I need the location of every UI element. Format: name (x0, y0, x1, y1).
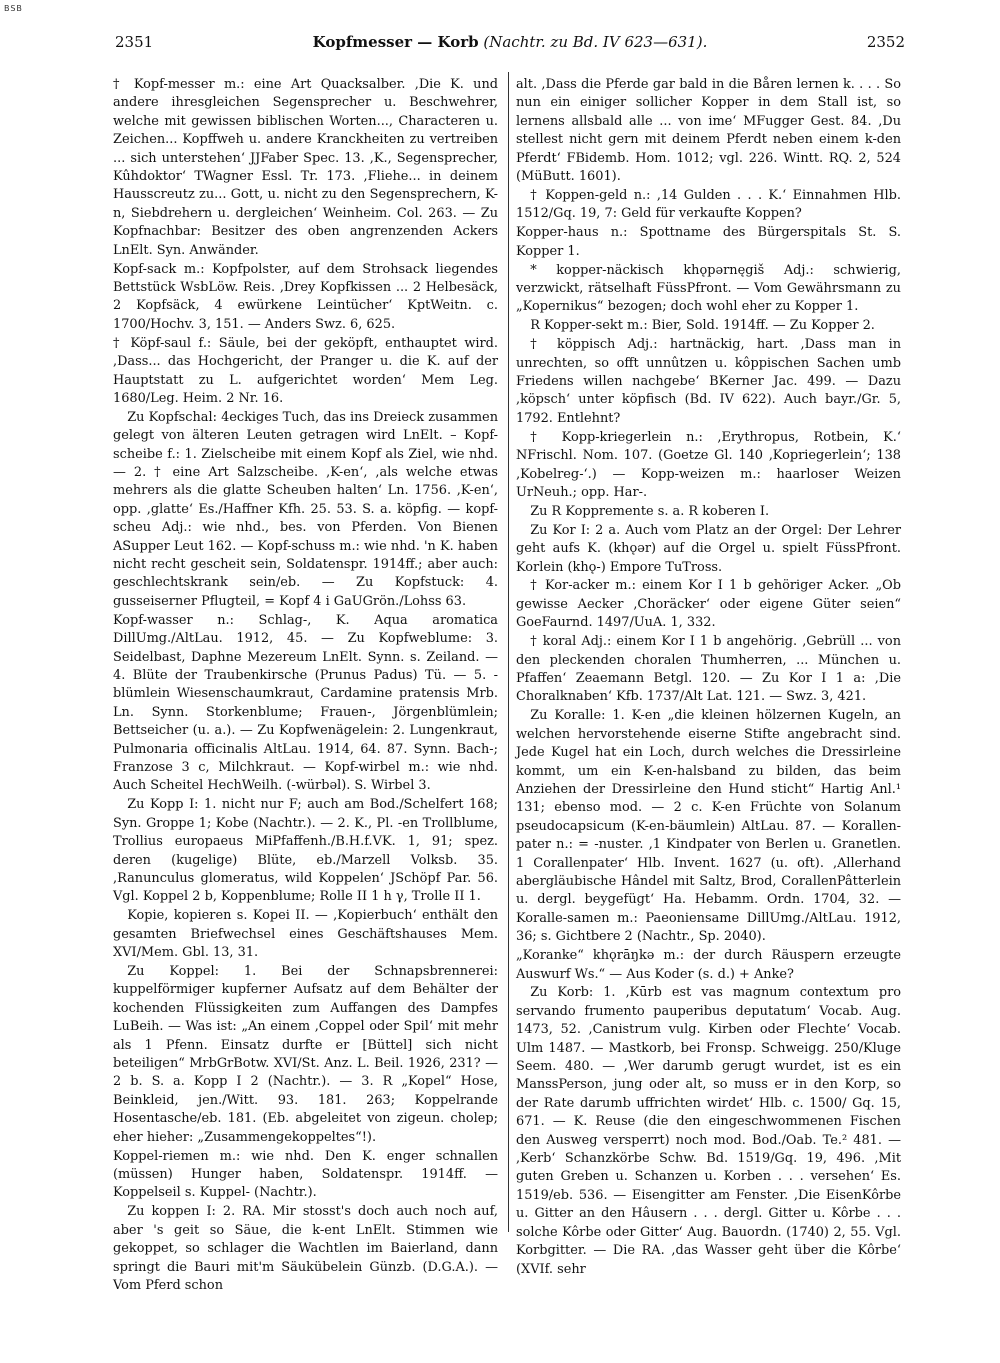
page-number-right: 2352 (866, 33, 905, 51)
right-column (516, 76, 901, 1279)
entry-kopfschal: Zu Kopfschal: 4eckiges Tuch, das ins Dreieck zusammen gelegt von älteren Leuten getragen wird LnElt. – Kopf-scheibe f.: 1. Zielscheibe mit einem Kopf als Ziel, wie nhd. — 2. † eine Art Salzscheibe. ,K-en‘, ,als welche etwas mehrers als die glatte Scheuben halten‘ Ln. 1756. ,K-en‘, opp. ,glatte‘ Es./Haffner Kfh. 25. 53. S. a. köpfig. — kopf-scheu Adj.: wie nhd., bes. von Pferden. Von Bienen ASupper Leut 162. — Kopf-schuss m.: wie nhd. 'n K. haben nicht recht gescheit sein, Soldatenspr. 1914ff.; aber auch: geschlechtskrank sein/eb. — Zu Kopfstuck: 4. gusseiserner Pflugteil, = Kopf 4 i GaUGrön./Lohss 63. (113, 409, 498, 609)
left-column (113, 76, 498, 1296)
page-number-left: 2351 (115, 33, 154, 51)
running-title-note: (Nachtr. zu Bd. IV 623—631). (483, 33, 708, 51)
entry-kopf-messer: † Kopf-messer m.: eine Art Quacksalber. ,Die K. und andere ihresgleichen Segensprecher u. Beschwehrer, welche mit gewissen biblischen Worten..., Characteren u. Zeichen... Kopffweh u. andere Kranckheiten zu vertreiben ... sich unterstehen‘ JJFaber Spec. 13. ,K., Segensprecher, Kûhdoktor‘ TWagner Essl. Tr. 173. ,Fliehe... in deinem Hausscreutz zu... Gott, u. nicht zu den Segensprechern, K-n, Siebdrehern u. dergleichen‘ Weinheim. Col. 263. — Zu Kopfnachbar: Besitzer des oben angrenzenden Ackers LnElt. Syn. Anwänder. (113, 77, 498, 258)
entry-kopp-kriegerlein: † Kopp-kriegerlein n.: ,Erythropus, Rotbein, K.‘ NFrischl. Nom. 107. (Goetze Gl. 140 ‚Kopriegerlein‘; 138 ‚Kobelreg-‘.) — Kopp-weizen m.: haarloser Weizen UrNeuh.; opp. Har-. (516, 429, 901, 500)
entry-koppen: Zu koppen I: 2. RA. Mir stosst's doch auch noch auf, aber 's geit so Säue, die k-ent LnElt. Stimmen wie gekoppet, so schlager die Wachtlen im Baierland, dann springt die Bauri mit'm Säukübelein Günzb. (D.G.A.). — Vom Pferd schon (113, 1204, 498, 1293)
entry-koralle: Zu Koralle: 1. K-en „die kleinen hölzernen Kugeln, an welchen hervorstehende eiserne Stifte angebracht sind. Jede Kugel hat ein Loch, durch welches die Dressirleine kommt, um ein K-en-halsband zu bilden, das beim Anziehen der Dressirleine den Hund sticht“ Hartig Anl.¹ 131; ebenso mod. — 2 c. K-en Früchte von Solanum pseudocapsicum (K-en-bäumlein) AltLau. 87. — Korallen-pater n.: = -nuster. ,1 Kindpater von Berlen u. Granetlen. 1 Corallenpater‘ Hlb. Invent. 1627 (u. oft). ,Allerhand abergläubische Hândel mit Saltz, Brod, CorallenPâtterlein u. dergl. beygefügt‘ Ha. Hebamm. Ordn. 1704, 32. — Koralle-samen m.: Paeoniensame DillUmg./AltLau. 1912, 36; s. Gichtbere 2 (Nachtr., Sp. 2040). (516, 708, 901, 945)
entry-koppen-continued: alt. ,Dass die Pferde gar bald in die Båren lernen k. . . . So nun ein einiger sollicher Kopper in dem Stall ist, so lernens allsbald alle ... von ime‘ MFugger Gest. 84. ,Du stellest nicht gern mit deinem Pferdt neben einem k-den Pferdt‘ FBidemb. Hom. 1012; vgl. 226. Wintt. RQ. 2, 524 (MüButt. 1601). (516, 77, 901, 185)
entry-kopp: Zu Kopp I: 1. nicht nur F; auch am Bod./Schelfert 168; Syn. Groppe 1; Kobe (Nachtr.). — 2. K., Pl. -en Trollblume, Trollius europaeus MiPfaffenh./B.H.f.VK. 1, 91; spez. deren (kugelige) Blüte, eb./Marzell Volksb. 35. ,Ranunculus glomeratus, wild Koppelen‘ JSchöpf Par. 56. Vgl. Koppel 2 b, Koppenblume; Rolle II 1 h γ, Trolle II 1. (113, 797, 498, 905)
entry-kor: Zu Kor I: 2 a. Auch vom Platz an der Orgel: Der Lehrer geht aufs K. (khǫər) auf die Orgel u. spielt FüssPfront. Korlein (khǫ-) Empore TuTross. (516, 522, 901, 575)
running-title (115, 33, 905, 51)
entry-koppen-geld: † Koppen-geld n.: ,14 Gulden . . . K.‘ Einnahmen Hlb. 1512/Gq. 19, 7: Geld für verkaufte Koppen? (516, 187, 901, 222)
library-stamp: BSB (4, 4, 23, 13)
entry-koppel-riemen: Koppel-riemen m.: wie nhd. Den K. enger schnallen (müssen) Hunger haben, Soldatenspr. 1914ff. — Koppelseil s. Kuppel- (Nachtr.). (113, 1148, 498, 1201)
entry-kor-acker: † Kor-acker m.: einem Kor I 1 b gehöriger Acker. „Ob gewisse Aecker ‚Choräcker‘ oder eigene Güter seien“ GoeFaurnd. 1497/UuA. 1, 332. (516, 578, 901, 631)
entry-kopper-sekt: R Kopper-sekt m.: Bier, Sold. 1914ff. — Zu Kopper 2. (530, 318, 875, 334)
entry-koranke: „Koranke“ khǫrāŋkə m.: der durch Räuspern erzeugte Auswurf Ws.“ — Aus Koder (s. d.) + Anke? (516, 948, 901, 982)
entry-kopf-sack: Kopf-sack m.: Kopfpolster, auf dem Strohsack liegendes Bettstück WsbLöw. Reis. ,Drey Kopfkissen ... 2 Helbesäck, 2 Kopfsäck, 4 ewürkene Leintücher‘ KptWeitn. c. 1700/Hochv. 3, 151. — Anders Swz. 6, 625. (113, 261, 498, 332)
running-title-headwords: Kopfmesser — Korb (312, 33, 479, 51)
entry-koppremente: Zu R Koppremente s. a. R koberen I. (530, 503, 770, 519)
entry-korb: Zu Korb: 1. ‚Kūrb est vas magnum contextum pro servando frumento pauperibus deputatum‘ Vocab. Aug. 1473, 52. ,Canistrum vulg. Kirben oder Flechte‘ Vocab. Ulm 1487. — Mastkorb, bei Fronsp. Schweigg. 250/Kluge Seem. 480. — ,Wer darumb gerugt wurdet, ist es ein ManssPerson, jung oder alt, so muss er in den Korp, so der Rate darumb uffrichten wirdet‘ Hlb. c. 1500/ Gq. 15, 671. — K. Reuse (die den eingeschwommenen Fischen den Ausweg versperrt) noch mod. Bod./Oab. Te.² 481. — ,Kerb‘ Schanzkörbe Schw. Bd. 1519/Gq. 19, 496. ,Mit guten Greben u. Schanzen u. Korben . . . versehen‘ Es. 1519/eb. 536. — Eisengitter am Fenster. ,Die EisenKôrbe u. Gitter an den Hâusern . . . dergl. Gitter u. Kôrbe . . . solche Kôrbe oder Gitter‘ Aug. Bauordn. (1740) 2, 55. Vgl. Korbgitter. — Die RA. ,das Wasser geht über die Kôrbe‘ (XVIf. sehr (516, 985, 901, 1277)
column-divider (508, 72, 509, 1232)
entry-kopper-haus: Kopper-haus n.: Spottname des Bürgerspitals St. S. Kopper 1. (516, 225, 901, 259)
entry-kopper-naeckisch: * kopper-näckisch khǫpərnęgiš Adj.: schwierig, verzwickt, rätselhaft FüssPfront. — Vom Gewährsmann zu „Kopernikus“ bezogen; doch wohl eher zu Kopper 1. (516, 262, 901, 315)
entry-kopie: Kopie, kopieren s. Kopei II. — ,Kopierbuch‘ enthält den gesamten Briefwechsel eines Geschäftshauses Mem. XVI/Mem. Gbl. 13, 31. (113, 908, 498, 961)
entry-koral: † koral Adj.: einem Kor I 1 b angehörig. ,Gebrüll ... von den pleckenden choralen Thumherren, ... München u. Pfaffen‘ Zeaemann Betgl. 120. — Zu Kor I 1 a: ,Die Choralknaben‘ Kfb. 1737/Alt Lat. 121. — Swz. 3, 421. (516, 634, 901, 705)
entry-kopf-wasser: Kopf-wasser n.: Schlag-, K. Aqua aromatica DillUmg./AltLau. 1912, 45. — Zu Kopfweblume: 3. Seidelbast, Daphne Mezereum LnElt. Synn. s. Zeiland. — 4. Blüte der Traubenkirsche (Prunus Padus) Tü. — 5. -blümlein Wiesenschaumkraut, Cardamine pratensis Mrb. Ln. Synn. Storkenblume; Frauen-, Jörgenblümlein; Bettseicher (u. a.). — Zu Kopfwenägelein: 2. Lungenkraut, Pulmonaria officinalis AltLau. 1914, 64. 87. Synn. Bach-; Franzose 3 c, Milchkraut. — Kopf-wirbel m.: wie nhd. Auch Scheitel HechWeilh. (-würbəl). S. Wirbel 3. (113, 612, 498, 794)
running-header (115, 33, 905, 53)
entry-koepf-saul: † Köpf-saul f.: Säule, bei der geköpft, enthauptet wird. ,Dass... das Hochgericht, der Pranger u. die K. auf der Hauptstatt zu L. aufgerichtet worden‘ Mem Leg. 1680/Leg. Heim. 2 Nr. 16. (113, 335, 498, 406)
entry-koppel: Zu Koppel: 1. Bei der Schnapsbrennerei: kuppelförmiger kupferner Aufsatz auf dem Behälter der kochenden Flüssigkeiten zum Auffangen des Dampfes LuBeih. — Was ist: „An einem ‚Coppel oder Spil‘ mit mehr als 1 Pfenn. Einsatz durfte er [Büttel] sich nicht beteiligen“ MrbGrBotw. XVI/St. Anz. L. Beil. 1926, 231? — 2 b. S. a. Kopp I 2 (Nachtr.). — 3. R „Kopel“ Hose, Beinkleid, jen./Witt. 93. 181. 263; Koppelrande Hosentasche/eb. 181. (Eb. abgeleitet von zigeun. cholep; eher hieher: „Zusammengekoppeltes“!). (113, 964, 498, 1145)
entry-koeppisch: † köppisch Adj.: hartnäckig, hart. ,Dass man in unrechten, so offt unnûtzen u. kôppischen Sachen umb Friedens willen nachgebe‘ BKerner Jac. 499. — Dazu ,köpsch‘ unter köpfisch (Bd. IV 622). Auch bayr./Gr. 5, 1792. Entlehnt? (516, 337, 901, 426)
